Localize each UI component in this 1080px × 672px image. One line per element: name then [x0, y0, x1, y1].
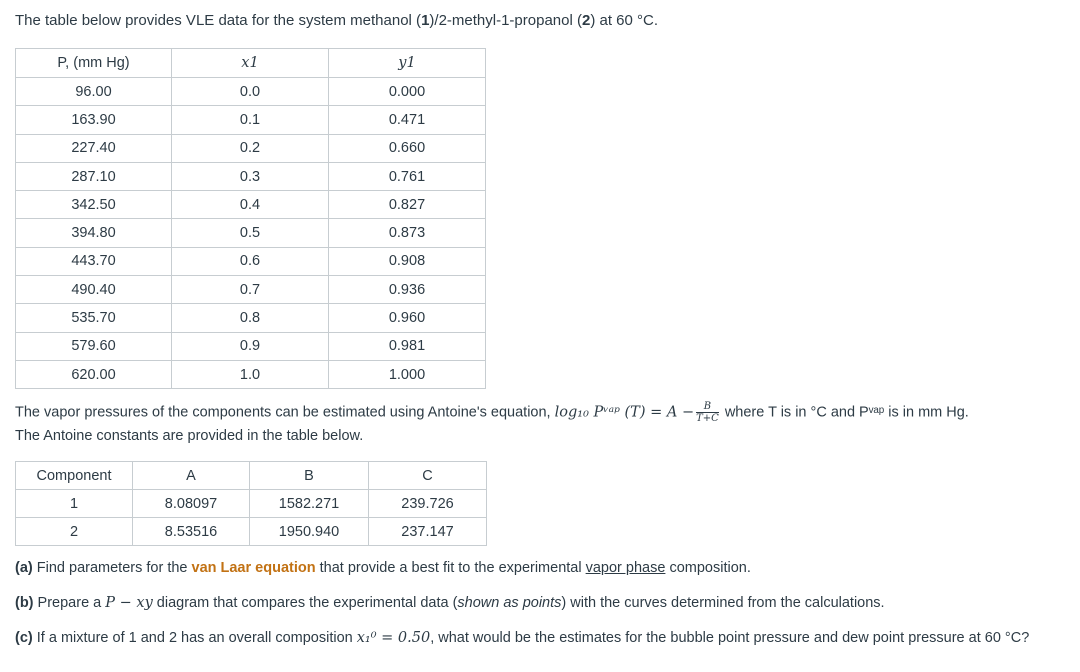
x1-cell: 0.4: [172, 191, 329, 219]
a-cell: 8.08097: [133, 490, 250, 518]
header-y1: y1: [329, 49, 486, 78]
header-c: C: [369, 462, 487, 490]
vle-data-table: [15, 48, 486, 389]
pressure-cell: 342.50: [16, 191, 172, 219]
y1-cell: 0.471: [329, 106, 486, 134]
component-cell: 2: [16, 518, 133, 546]
pressure-cell: 163.90: [16, 106, 172, 134]
pressure-cell: 535.70: [16, 304, 172, 332]
x1-cell: 0.3: [172, 162, 329, 190]
y1-cell: 0.827: [329, 191, 486, 219]
question-text: Find parameters for the: [32, 560, 192, 576]
b-cell: 1950.940: [250, 518, 369, 546]
pressure-cell: 620.00: [16, 360, 172, 388]
antoine-text-part: where T is in °C and Pᵛᵃᵖ is in mm Hg.: [720, 404, 969, 421]
c-cell: 239.726: [369, 490, 487, 518]
x1-cell: 0.6: [172, 247, 329, 275]
question-text: If a mixture of 1 and 2 has an overall composition: [32, 630, 357, 646]
x1-cell: 0.0: [172, 78, 329, 106]
header-component: Component: [16, 462, 133, 490]
table-row: [16, 134, 486, 162]
question-text: Prepare a: [33, 595, 106, 611]
table-row: [16, 332, 486, 360]
question-c: [15, 627, 1065, 649]
question-text: composition.: [665, 560, 751, 576]
x1-cell: 0.5: [172, 219, 329, 247]
van-laar-highlight: van Laar equation: [191, 560, 316, 576]
table-row: [16, 518, 487, 546]
pressure-cell: 394.80: [16, 219, 172, 247]
table-row: [16, 106, 486, 134]
y1-cell: 0.908: [329, 247, 486, 275]
question-a: [15, 557, 1065, 579]
b-cell: 1582.271: [250, 490, 369, 518]
x1-cell: 0.8: [172, 304, 329, 332]
pressure-cell: 490.40: [16, 276, 172, 304]
header-x1: x1: [172, 49, 329, 78]
table-row: [16, 219, 486, 247]
shown-as-points-italic: shown as points: [457, 595, 562, 611]
fraction-denominator: T+C: [696, 413, 719, 424]
a-cell: 8.53516: [133, 518, 250, 546]
composition-math: x₁⁰ = 0.50: [356, 630, 431, 646]
question-text: , what would be the estimates for the bubble point pressure and dew point pressure at 60 °C?: [430, 630, 1030, 646]
antoine-table-caption: The Antoine constants are provided in the table below.: [15, 428, 364, 444]
question-text: that provide a best fit to the experimental: [315, 560, 586, 576]
antoine-text-part: The vapor pressures of the components can be estimated using Antoine's equation,: [15, 404, 555, 421]
y1-cell: 0.660: [329, 134, 486, 162]
x1-cell: 0.2: [172, 134, 329, 162]
table-row: [16, 247, 486, 275]
x1-cell: 0.1: [172, 106, 329, 134]
intro-part: The table below provides VLE data for the system methanol (: [15, 12, 422, 29]
header-pressure: P, (mm Hg): [16, 49, 172, 78]
intro-part: )/2-methyl-1-propanol (: [429, 12, 582, 29]
component-cell: 1: [16, 490, 133, 518]
question-label: (b): [15, 595, 34, 611]
table-row: [16, 304, 486, 332]
table-row: [16, 78, 486, 106]
component-1-label: 1: [421, 12, 430, 29]
table-row: [16, 276, 486, 304]
vapor-phase-underlined: vapor phase: [585, 560, 666, 576]
y1-cell: 1.000: [329, 360, 486, 388]
antoine-description: [15, 401, 969, 424]
y1-cell: 0.873: [329, 219, 486, 247]
question-label: (a): [15, 560, 33, 576]
pressure-cell: 579.60: [16, 332, 172, 360]
component-2-label: 2: [581, 12, 591, 29]
y1-cell: 0.936: [329, 276, 486, 304]
fraction-numerator: B: [696, 401, 719, 413]
header-b: B: [250, 462, 369, 490]
y1-cell: 0.960: [329, 304, 486, 332]
y1-cell: 0.000: [329, 78, 486, 106]
pressure-cell: 96.00: [16, 78, 172, 106]
antoine-constants-table: [15, 461, 487, 546]
intro-part: ) at 60 °C.: [590, 12, 659, 29]
pxy-math: P − xy: [105, 595, 153, 611]
question-text: ) with the curves determined from the calculations.: [561, 595, 885, 611]
c-cell: 237.147: [369, 518, 487, 546]
header-a: A: [133, 462, 250, 490]
antoine-fraction: [696, 401, 719, 424]
table-row: [16, 490, 487, 518]
pressure-cell: 227.40: [16, 134, 172, 162]
x1-cell: 0.7: [172, 276, 329, 304]
question-label: (c): [15, 630, 33, 646]
question-b: [15, 592, 1065, 614]
table-row: [16, 162, 486, 190]
pressure-cell: 443.70: [16, 247, 172, 275]
table-row: [16, 360, 486, 388]
x1-cell: 0.9: [172, 332, 329, 360]
y1-cell: 0.761: [329, 162, 486, 190]
antoine-equation: log₁₀ Pᵛᵃᵖ (T) = A −: [554, 404, 695, 421]
table-row: [16, 191, 486, 219]
intro-text: [15, 12, 658, 29]
pressure-cell: 287.10: [16, 162, 172, 190]
y1-cell: 0.981: [329, 332, 486, 360]
question-text: diagram that compares the experimental data (: [152, 595, 458, 611]
x1-cell: 1.0: [172, 360, 329, 388]
